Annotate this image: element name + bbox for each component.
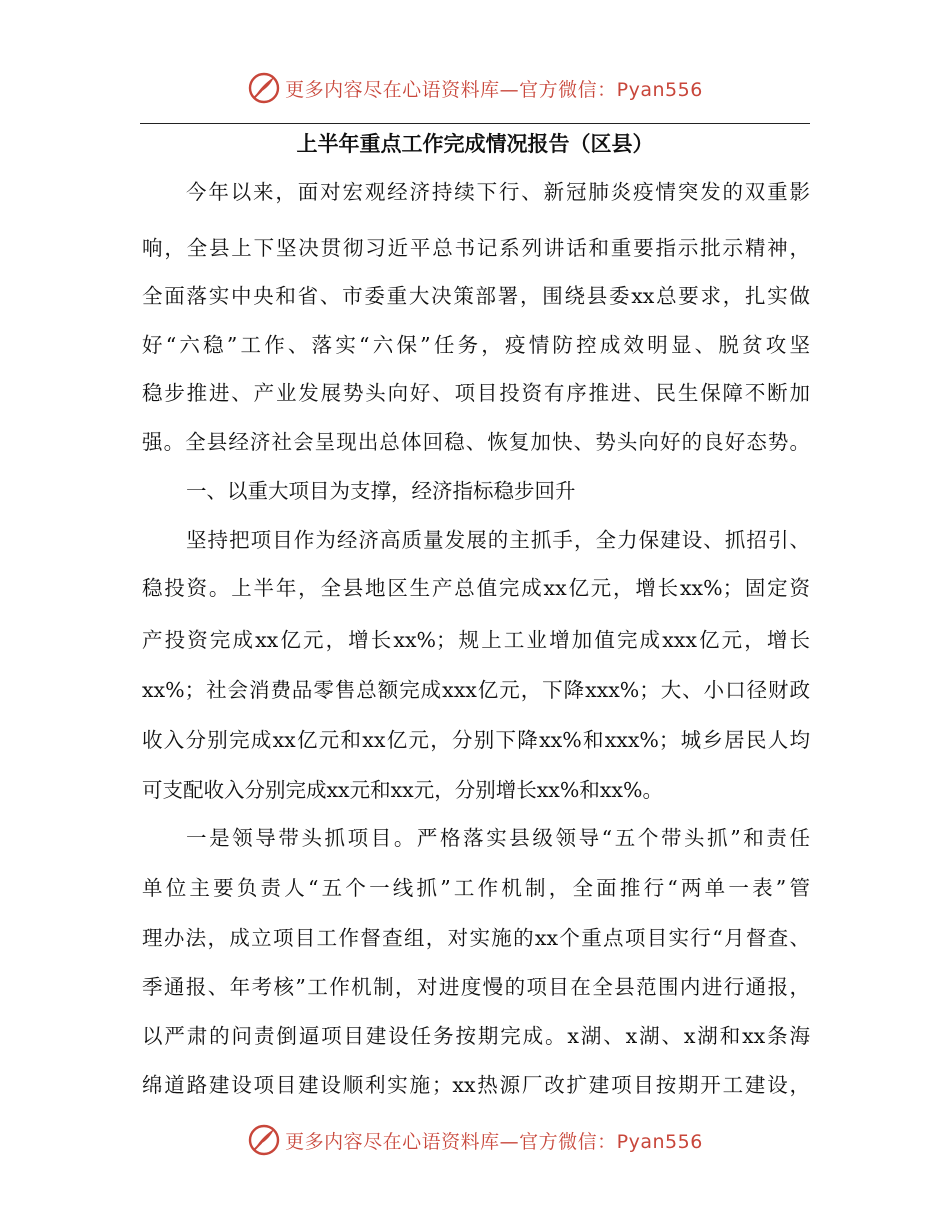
paragraph-line: 可支配收入分别完成xx元和xx元，分别增长xx%和xx%。 [142, 778, 663, 802]
footer-banner [0, 1120, 950, 1160]
paragraph-line: 收入分别完成xx亿元和xx亿元，分别下降xx%和xxx%；城乡居民人均 [142, 728, 810, 752]
paragraph-line: 绵道路建设项目建设顺利实施；xx热源厂改扩建项目按期开工建设， [142, 1073, 810, 1097]
quill-logo-icon [247, 71, 281, 105]
paragraph-line: xx%；社会消费品零售总额完成xxx亿元，下降xxx%；大、小口径财政 [142, 678, 810, 702]
paragraph-line: 理办法，成立项目工作督查组，对实施的xx个重点项目实行“月督查、 [142, 926, 810, 950]
paragraph-line: 坚持把项目作为经济高质量发展的主抓手，全力保建设、抓招引、 [186, 528, 810, 552]
paragraph-line: 响，全县上下坚决贯彻习近平总书记系列讲话和重要指示批示精神， [142, 236, 810, 260]
header-rule [140, 123, 810, 124]
paragraph-line: 今年以来，面对宏观经济持续下行、新冠肺炎疫情突发的双重影 [186, 180, 810, 204]
paragraph-line: 单位主要负责人“五个一线抓”工作机制，全面推行“两单一表”管 [142, 876, 810, 900]
paragraph-line: 强。全县经济社会呈现出总体回稳、恢复加快、势头向好的良好态势。 [142, 430, 810, 454]
section-heading: 一、以重大项目为支撑，经济指标稳步回升 [186, 479, 576, 503]
document-title: 上半年重点工作完成情况报告（区县） [296, 132, 654, 156]
header-banner-text: 更多内容尽在心语资料库—官方微信：Pyan556 [285, 78, 703, 101]
quill-logo-icon [247, 1123, 281, 1157]
paragraph-line: 季通报、年考核”工作机制，对进度慢的项目在全县范围内进行通报， [142, 975, 810, 999]
paragraph-line: 一是领导带头抓项目。严格落实县级领导“五个带头抓”和责任 [186, 826, 810, 850]
paragraph-line: 稳步推进、产业发展势头向好、项目投资有序推进、民生保障不断加 [142, 381, 810, 405]
paragraph-line: 以严肃的问责倒逼项目建设任务按期完成。x湖、x湖、x湖和xx条海 [142, 1024, 810, 1048]
paragraph-line: 好“六稳”工作、落实“六保”任务，疫情防控成效明显、脱贫攻坚 [142, 333, 810, 357]
paragraph-line: 产投资完成xx亿元，增长xx%；规上工业增加值完成xxx亿元，增长 [142, 628, 810, 652]
paragraph-line: 全面落实中央和省、市委重大决策部署，围绕县委xx总要求，扎实做 [142, 284, 810, 308]
header-banner [0, 68, 950, 108]
paragraph-line: 稳投资。上半年，全县地区生产总值完成xx亿元，增长xx%；固定资 [142, 576, 810, 600]
footer-banner-text: 更多内容尽在心语资料库—官方微信：Pyan556 [285, 1130, 703, 1153]
